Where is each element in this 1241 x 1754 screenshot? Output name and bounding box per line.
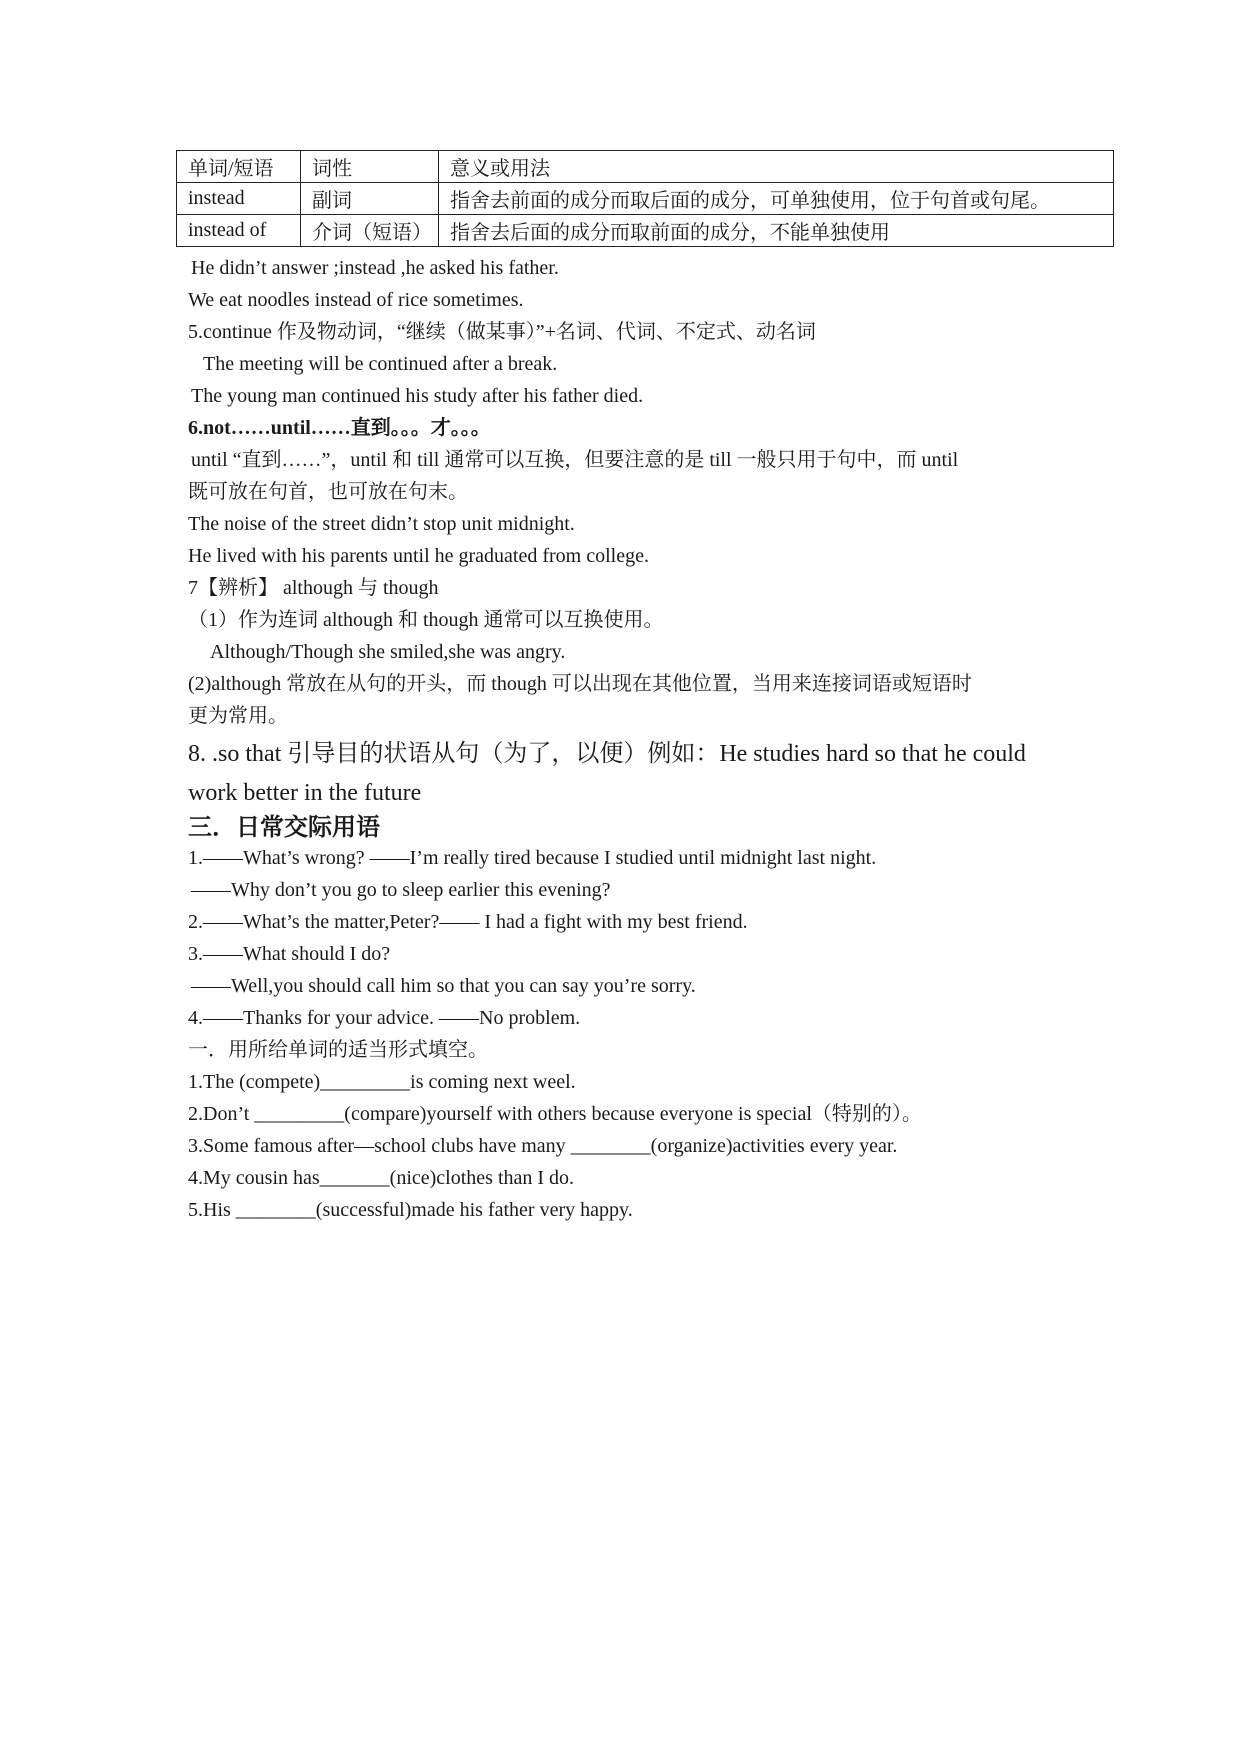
table-cell: 介词（短语） xyxy=(301,215,439,247)
exercise-item: 3.Some famous after—school clubs have many ________(organize)activities every year. xyxy=(188,1135,898,1157)
exercise-item: 5.His ________(successful)made his father very happy. xyxy=(188,1199,633,1221)
explanation-text: (2)although 常放在从句的开头，而 though 可以出现在其他位置，当用来连接词语或短语时 xyxy=(188,673,972,695)
table-row xyxy=(177,183,1114,215)
explanation-text: until “直到……”，until 和 till 通常可以互换，但要注意的是 till 一般只用于句中，而 until xyxy=(191,449,959,471)
table-row xyxy=(177,215,1114,247)
example-sentence: He lived with his parents until he graduated from college. xyxy=(188,545,649,567)
table-cell: 指舍去后面的成分而取前面的成分，不能单独使用 xyxy=(439,215,1114,247)
example-sentence: He didn’t answer ;instead ,he asked his father. xyxy=(191,257,559,279)
grammar-point-8: 8. .so that 引导目的状语从句（为了，以便）例如：He studies hard so that he could xyxy=(188,741,1026,767)
dialogue-line: 4.——Thanks for your advice. ——No problem. xyxy=(188,1007,581,1029)
table-cell: instead of xyxy=(177,215,301,247)
example-sentence: The young man continued his study after his father died. xyxy=(191,385,644,407)
table-header-row xyxy=(177,151,1114,183)
example-sentence: The noise of the street didn’t stop unit midnight. xyxy=(188,513,575,535)
exercise-instructions: 一．用所给单词的适当形式填空。 xyxy=(188,1039,488,1061)
vocabulary-table xyxy=(176,150,1114,247)
grammar-point-5: 5.continue 作及物动词，“继续（做某事）”+名词、代词、不定式、动名词 xyxy=(188,321,816,343)
table-header-cell: 意义或用法 xyxy=(439,151,1114,183)
dialogue-line: 2.——What’s the matter,Peter?—— I had a fight with my best friend. xyxy=(188,911,748,933)
example-sentence: We eat noodles instead of rice sometimes. xyxy=(188,289,524,311)
exercise-item: 4.My cousin has_______(nice)clothes than I do. xyxy=(188,1167,575,1189)
exercise-item: 2.Don’t _________(compare)yourself with others because everyone is special（特别的）。 xyxy=(188,1103,922,1125)
table-cell: 副词 xyxy=(301,183,439,215)
grammar-point-7-heading: 7【辨析】 although 与 though xyxy=(188,577,439,599)
table-cell: instead xyxy=(177,183,301,215)
table-header-cell: 词性 xyxy=(301,151,439,183)
table-cell: 指舍去前面的成分而取后面的成分，可单独使用，位于句首或句尾。 xyxy=(439,183,1114,215)
example-sentence: The meeting will be continued after a break. xyxy=(203,353,558,375)
section-heading-daily-expressions: 三．日常交际用语 xyxy=(188,813,380,841)
explanation-text: 更为常用。 xyxy=(188,705,288,727)
dialogue-line: 1.——What’s wrong? ——I’m really tired because I studied until midnight last night. xyxy=(188,847,877,869)
dialogue-line: 3.——What should I do? xyxy=(188,943,391,965)
dialogue-line: ——Well,you should call him so that you can say you’re sorry. xyxy=(191,975,696,997)
table-header-cell: 单词/短语 xyxy=(177,151,301,183)
exercise-item: 1.The (compete)_________is coming next weel. xyxy=(188,1071,576,1093)
example-sentence: Although/Though she smiled,she was angry. xyxy=(210,641,566,663)
grammar-point-8-continued: work better in the future xyxy=(188,780,422,806)
explanation-text: （1）作为连词 although 和 though 通常可以互换使用。 xyxy=(188,609,664,631)
dialogue-line: ——Why don’t you go to sleep earlier this evening? xyxy=(191,879,611,901)
explanation-text: 既可放在句首，也可放在句末。 xyxy=(188,481,468,503)
grammar-point-6-heading: 6.not……until……直到。。。才。。。 xyxy=(188,417,491,439)
